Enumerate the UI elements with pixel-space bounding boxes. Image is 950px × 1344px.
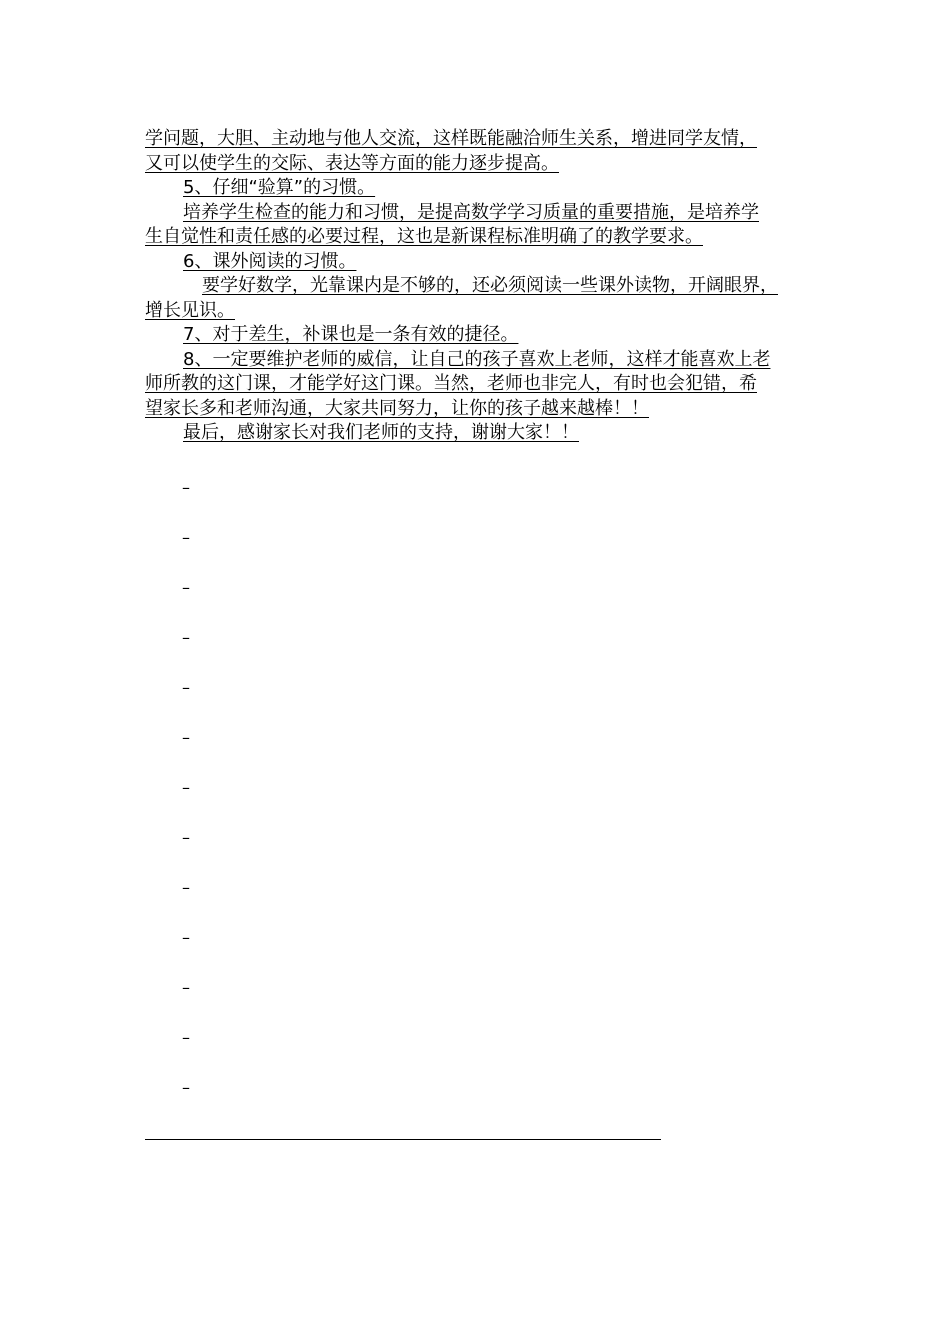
footnote-divider — [145, 1139, 661, 1140]
dash-mark: – — [182, 1028, 190, 1047]
dash-mark: – — [182, 528, 190, 547]
dash-mark: – — [182, 928, 190, 947]
paragraph-line: 要学好数学，光靠课内是不够的，还必须阅读一些课外读物，开阔眼界， — [202, 275, 778, 296]
paragraph-line: 生自觉性和责任感的必要过程，这也是新课程标准明确了的教学要求。 — [145, 226, 703, 247]
dash-mark: – — [182, 828, 190, 847]
dash-mark: – — [182, 978, 190, 997]
dash-mark: – — [182, 478, 190, 497]
dash-mark: – — [182, 678, 190, 697]
dash-mark: – — [182, 778, 190, 797]
dash-mark: – — [182, 628, 190, 647]
dash-mark: – — [182, 878, 190, 897]
dash-mark: – — [182, 1078, 190, 1097]
paragraph-line: 学问题，大胆、主动地与他人交流，这样既能融洽师生关系，增进同学友情， — [145, 128, 757, 149]
section-heading-5: 5、仔细“验算”的习惯。 — [183, 177, 376, 198]
dash-mark: – — [182, 728, 190, 747]
closing-line: 最后，感谢家长对我们老师的支持，谢谢大家！！ — [183, 422, 579, 443]
section-heading-6: 6、课外阅读的习惯。 — [183, 250, 357, 272]
dash-list — [182, 478, 190, 1128]
dash-mark: – — [182, 578, 190, 597]
section-heading-7: 7、对于差生，补课也是一条有效的捷径。 — [183, 324, 519, 345]
paragraph-line: 师所教的这门课，才能学好这门课。当然，老师也非完人，有时也会犯错，希 — [145, 373, 757, 394]
document-body — [145, 127, 815, 446]
paragraph-line: 增长见识。 — [145, 299, 235, 321]
paragraph-line: 培养学生检查的能力和习惯，是提高数学学习质量的重要措施，是培养学 — [183, 201, 759, 223]
section-heading-8: 8、一定要维护老师的威信，让自己的孩子喜欢上老师，这样才能喜欢上老 — [183, 348, 771, 370]
paragraph-line: 又可以使学生的交际、表达等方面的能力逐步提高。 — [145, 152, 559, 174]
paragraph-line: 望家长多和老师沟通，大家共同努力，让你的孩子越来越棒！！ — [145, 397, 649, 419]
